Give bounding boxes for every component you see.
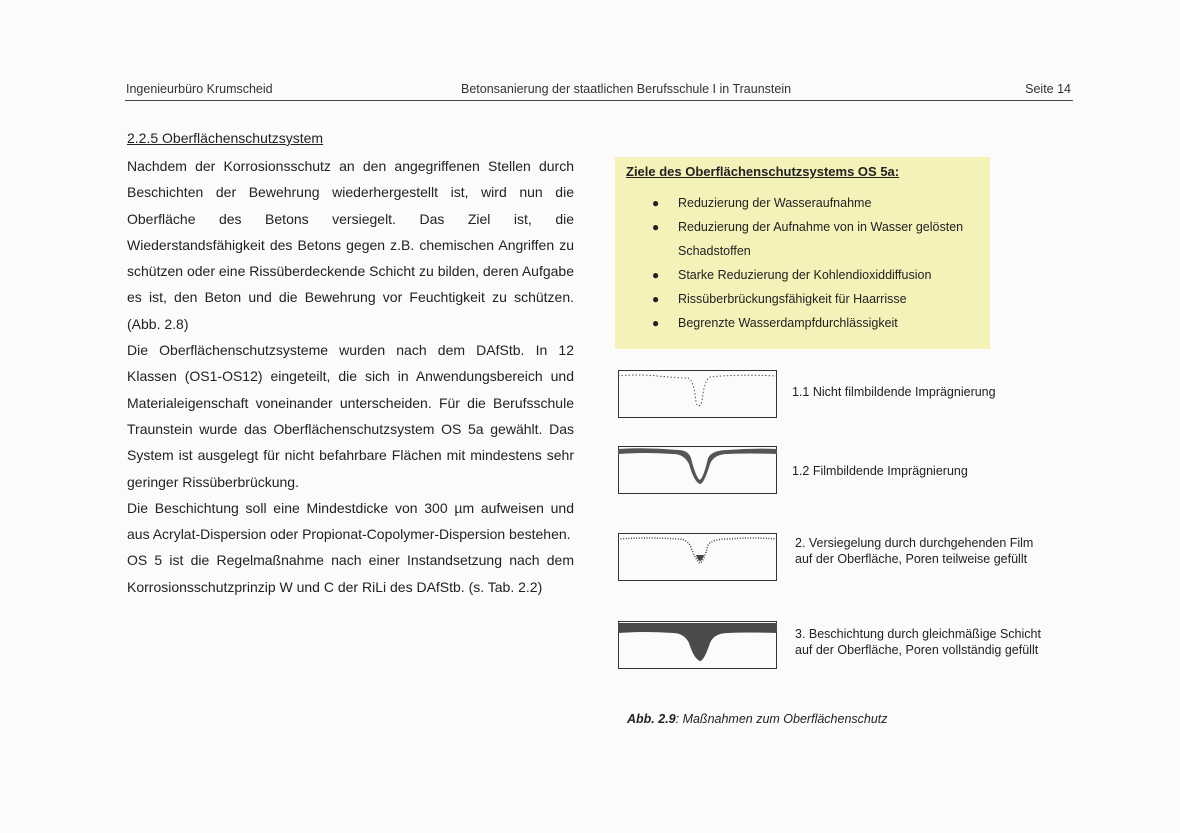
paragraph: Die Oberflächenschutzsysteme wurden nach dem DAfStb. In 12 Klassen (OS1-OS12) eingeteilt, die sich in Anwendungsbereich und Materialeigenschaft voneinander unterscheiden. Für die Berufsschule Traunstein wurde das Oberflächenschutzsystem OS 5a gewählt. Das System ist ausgelegt für nicht befahrbare Flächen mit mindestens sehr geringer Rissüberbrückung. [127,342,574,490]
diagram-coating [618,621,777,669]
paragraph: Nachdem der Korrosionsschutz an den angegriffenen Stellen durch Beschichten der Bewehrung wiederhergestellt ist, wird nun die Oberfläche des Betons versiegelt. Das Ziel ist, die Wiederstandsfähigkeit des Betons gegen z.B. chemischen Angriffen zu schützen oder eine Rissüberdeckende Schicht zu bilden, deren Aufgabe es ist, den Beton und die Bewehrung vor Feuchtigkeit zu schützen. (Abb. 2.8) [127,158,574,332]
goals-list [615,191,990,335]
diagram-impregnation-non-film [618,370,777,418]
body-text [127,153,574,600]
section-title: 2.2.5 Oberflächenschutzsystem [127,130,324,146]
diagram-label: 1.2 Filmbildende Imprägnierung [792,464,968,478]
bullet-icon [652,191,659,215]
list-item: ● Starke Reduzierung der Kohlendioxiddiffusion [615,263,990,287]
page-header [125,82,1073,101]
concrete-surface-illustration [618,621,777,669]
header-page-number: Seite 14 [1025,82,1071,96]
caption-prefix: Abb. 2.9 [627,712,676,726]
diagram-label: 3. Beschichtung durch gleichmäßige Schicht auf der Oberfläche, Poren vollständig gefüllt [795,627,1041,657]
bullet-icon [652,311,659,335]
concrete-surface-illustration [618,533,777,581]
header-company: Ingenieurbüro Krumscheid [126,82,273,96]
bullet-icon [652,215,659,239]
bullet-icon [652,263,659,287]
paragraph: OS 5 ist die Regelmaßnahme nach einer Instandsetzung nach dem Korrosionsschutzprinzip W und C der RiLi des DAfStb. (s. Tab. 2.2) [127,552,574,595]
figure-caption [627,712,888,726]
concrete-surface-illustration [618,446,777,494]
list-item: ● Begrenzte Wasserdampfdurchlässigkeit [615,311,990,335]
concrete-surface-illustration [618,370,777,418]
diagram-label: 1.1 Nicht filmbildende Imprägnierung [792,385,996,399]
list-item: ● Reduzierung der Wasseraufnahme [615,191,990,215]
header-document-title: Betonsanierung der staatlichen Berufsschule I in Traunstein [461,82,792,96]
goals-box [615,157,990,349]
paragraph: Die Beschichtung soll eine Mindestdicke von 300 µm aufweisen und aus Acrylat-Dispersion oder Propionat-Copolymer-Dispersion bestehen. [127,499,574,543]
diagram-label: 2. Versiegelung durch durchgehenden Film auf der Oberfläche, Poren teilweise gefüllt [795,536,1034,566]
goals-title: Ziele des Oberflächenschutzsystems OS 5a: [626,164,900,179]
list-item: ● Rissüberbrückungsfähigkeit für Haarrisse [615,287,990,311]
diagram-sealing [618,533,777,581]
caption-text: : Maßnahmen zum Oberflächenschutz [675,712,888,726]
bullet-icon [652,287,659,311]
diagram-impregnation-film [618,446,777,494]
list-item: ● Reduzierung der Aufnahme von in Wasser gelösten Schadstoffen [615,215,990,263]
